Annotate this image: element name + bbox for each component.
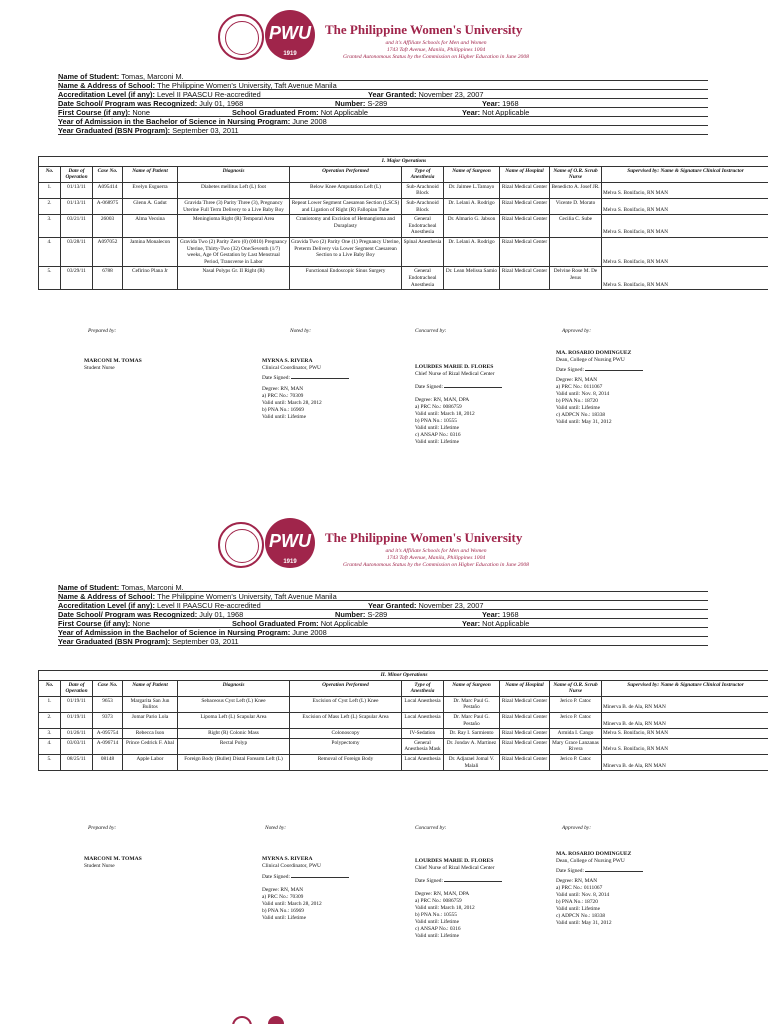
table-cell: Melva S. Bonifacio, RN MAN xyxy=(602,198,768,214)
table-cell: Melva S. Bonifacio, RN MAN xyxy=(602,182,768,198)
table-row xyxy=(39,754,768,770)
university-header xyxy=(0,508,768,578)
admission-row: Year of Admission in the Bachelor of Science in Nursing Program: June 2008 xyxy=(58,628,327,637)
table-cell: Excision of Mass Left (L) Scapular Area xyxy=(290,712,402,728)
section-title: I. Major Operations xyxy=(39,157,768,167)
table-cell: Rizal Medical Center xyxy=(500,696,550,712)
table-cell: Sebaceous Cyst Left (L) Knee xyxy=(178,696,290,712)
major-operations-table xyxy=(38,156,768,290)
column-header: Case No. xyxy=(93,166,123,182)
table-cell: 9653 xyxy=(93,696,123,712)
concurred-by-label: Concurred by: xyxy=(415,825,447,831)
university-tagline: and it's Affiliate Schools for Men and Women xyxy=(385,548,487,554)
table-cell: Melva S. Bonifacio, RN MAN xyxy=(602,237,768,266)
table-cell: Apple Labor xyxy=(123,754,178,770)
table-cell: Dr. Lean Melissa Samio xyxy=(444,267,500,290)
table-cell: Mary Grace Lanzanas Rivera xyxy=(550,738,602,754)
column-header: Name of Surgeon xyxy=(444,166,500,182)
column-header: Name of Patient xyxy=(123,680,178,696)
noted-signature: MYRNA S. RIVERA Clinical Coordinator, PWU Date Signed: Degree: RN, MAN a) PRC No.: 70309 Valid until: March 28, 2012 b) PNA No.: 16969 Valid until: Lifetime xyxy=(262,856,349,922)
table-cell: Melva S. Bonifacio, RN MAN xyxy=(602,215,768,238)
table-cell: Minerva B. de Ala, RN MAN xyxy=(602,754,768,770)
table-cell: Dr. Marc Paul G. Pestaño xyxy=(444,696,500,712)
approved-by-label: Approved by: xyxy=(562,825,591,831)
table-cell: Local Anesthesia xyxy=(402,696,444,712)
year-granted-row: Year Granted: November 23, 2007 xyxy=(368,90,484,99)
table-cell: Rizal Medical Center xyxy=(500,182,550,198)
table-cell: Functional Endoscopic Sinus Surgery xyxy=(290,267,402,290)
section-title: II. Minor Operations xyxy=(39,671,768,681)
column-header: Name of Hospital xyxy=(500,680,550,696)
table-cell: Minerva B. de Ala, RN MAN xyxy=(602,712,768,728)
column-header: Diagnosis xyxy=(178,680,290,696)
table-cell: Dr. Lelani A. Rodrigo xyxy=(444,237,500,266)
table-cell: Rizal Medical Center xyxy=(500,215,550,238)
column-header: Case No. xyxy=(93,680,123,696)
approved-by-label: Approved by: xyxy=(562,328,591,334)
table-cell: Alma Vecsina xyxy=(123,215,178,238)
table-cell: Diabetes mellitus Left (L) foot xyxy=(178,182,290,198)
prepared-signature: MARCONI M. TOMAS Student Nurse xyxy=(84,856,142,869)
table-cell: 03/28/11 xyxy=(61,237,93,266)
graduated-row: Year Graduated (BSN Program): September 03, 2011 xyxy=(58,637,239,646)
table-cell: Dr. Ray I. Sarmiento xyxy=(444,729,500,739)
table-cell: 08148 xyxy=(93,754,123,770)
university-seal-icon xyxy=(218,522,264,568)
next-page-logo-icon xyxy=(232,1016,302,1024)
prepared-by-label: Prepared by: xyxy=(88,825,117,831)
table-cell: General Anesthesia Mask xyxy=(402,738,444,754)
approved-signature: MA. ROSARIO DOMINGUEZ Dean, College of Nursing PWU Date Signed: Degree: RN, MAN a) PRC No.: 0111067 Valid until: Nov. 8, 2014 b) PNA No.: 18720 Valid until: Lifetime c) ADPCN No.: 18338 Valid until: May 31, 2012 xyxy=(556,851,643,927)
table-cell: Excision of Cyst Left (L) Knee xyxy=(290,696,402,712)
table-cell: Dr. Almario G. Jabson xyxy=(444,215,500,238)
table-cell: A-068975 xyxy=(93,198,123,214)
school-graduated-row: School Graduated From: Not Applicable xyxy=(232,108,368,117)
university-status: Granted Autonomous Status by the Commission on Higher Education in June 2008 xyxy=(343,562,529,568)
table-cell: Dr. Marc Paul G. Pestaño xyxy=(444,712,500,728)
table-cell: 6788 xyxy=(93,267,123,290)
number-row: Number: S-289 xyxy=(335,99,388,108)
table-cell: IV-Sedation xyxy=(402,729,444,739)
table-cell: Cecilia C. Sube xyxy=(550,215,602,238)
table-cell: 1. xyxy=(39,696,61,712)
student-name-row: Name of Student: Tomas, Marconi M. xyxy=(58,583,184,592)
column-header: No. xyxy=(39,680,61,696)
table-cell: 4. xyxy=(39,738,61,754)
table-cell: Jamina Monalecon xyxy=(123,237,178,266)
column-header: Supervised by: Name & Signature Clinical Instructor xyxy=(602,680,768,696)
table-cell xyxy=(550,237,602,266)
table-cell: Jerico P. Catoc xyxy=(550,754,602,770)
table-cell: Rizal Medical Center xyxy=(500,754,550,770)
table-cell: Repeat Lower Segment Caesarean Section (LSCS) and Ligation of Right (R) Fallopian Tube xyxy=(290,198,402,214)
table-cell: 03/21/11 xyxy=(61,215,93,238)
table-cell: Gravida Two (2) Parity Zero (0) (0010) Pregnancy Uterine, Thirty-Two (32) One/Seventh (1/7) weeks, Age Of Gestation by Last Menstrual Period, Transverse in Labor xyxy=(178,237,290,266)
table-cell: Benedicto A. Josef JR. xyxy=(550,182,602,198)
university-header xyxy=(0,0,768,70)
form-page-minor xyxy=(0,508,768,1008)
table-cell: Evelyn Esguerra xyxy=(123,182,178,198)
table-cell: Dr. Adjarael Jomal V. Malali xyxy=(444,754,500,770)
table-cell: Armida I. Cango xyxy=(550,729,602,739)
table-cell: 08/25/11 xyxy=(61,754,93,770)
table-cell: Sub-Arachnoid Block xyxy=(402,182,444,198)
table-cell: Lipoma Left (L) Scapular Area xyxy=(178,712,290,728)
table-cell: 3. xyxy=(39,215,61,238)
table-cell: Rizal Medical Center xyxy=(500,237,550,266)
accreditation-row: Accreditation Level (if any): Level II PAASCU Re-accredited xyxy=(58,90,261,99)
table-cell: Below Knee Amputation Left (L) xyxy=(290,182,402,198)
year-row: Year: 1968 xyxy=(482,99,519,108)
table-cell: Prince Cedrick F. Abal xyxy=(123,738,178,754)
column-header: Name of Hospital xyxy=(500,166,550,182)
number-row: Number: S-289 xyxy=(335,610,388,619)
concurred-signature: LOURDES MARIE D. FLORES Chief Nurse of Rizal Medical Center Date Signed: Degree: RN, MAN, DPA a) PRC No.: 0086759 Valid until: March 18, 2012 b) PNA No.: 10555 Valid until: Lifetime c) ANSAP No.: 0316 Valid until: Lifetime xyxy=(415,364,502,446)
table-cell: 01/13/11 xyxy=(61,198,93,214)
year2-row: Year: Not Applicable xyxy=(462,108,530,117)
form-page-major xyxy=(0,0,768,500)
column-header: Supervised by: Name & Signature Clinical Instructor xyxy=(602,166,768,182)
table-cell: Jomar Pario Lola xyxy=(123,712,178,728)
table-cell: A095414 xyxy=(93,182,123,198)
table-cell: Local Anesthesia xyxy=(402,754,444,770)
table-cell: Spinal Anesthesia xyxy=(402,237,444,266)
table-cell: Polypectomy xyxy=(290,738,402,754)
approved-signature: MA. ROSARIO DOMINGUEZ Dean, College of Nursing PWU Date Signed: Degree: RN, MAN a) PRC No.: 0111067 Valid until: Nov. 8, 2014 b) PNA No.: 18720 Valid until: Lifetime c) ADPCN No.: 18338 Valid until: May 31, 2012 xyxy=(556,350,643,426)
university-tagline: and it's Affiliate Schools for Men and Women xyxy=(385,40,487,46)
table-cell: Gravida Two (2) Parity One (1) Pregnancy Uterine, Preterm Delivery via Lower Segment Caesarean Section to a Live Baby Boy xyxy=(290,237,402,266)
table-cell: Cefirino Plana Jr xyxy=(123,267,178,290)
school-row: Name & Address of School: The Philippine Women's University, Taft Avenue Manila xyxy=(58,81,337,90)
table-cell: Rizal Medical Center xyxy=(500,738,550,754)
year-granted-row: Year Granted: November 23, 2007 xyxy=(368,601,484,610)
table-cell: Removal of Foreign Body xyxy=(290,754,402,770)
table-cell: 01/26/11 xyxy=(61,729,93,739)
table-cell: Vicente D. Morato xyxy=(550,198,602,214)
table-cell: Dr. Jondav A. Martinez xyxy=(444,738,500,754)
table-cell: Dr. Jaimee L.Tamayo xyxy=(444,182,500,198)
university-name: The Philippine Women's University xyxy=(325,530,523,545)
university-name: The Philippine Women's University xyxy=(325,22,523,37)
year2-row: Year: Not Applicable xyxy=(462,619,530,628)
table-row xyxy=(39,237,768,266)
school-row: Name & Address of School: The Philippine Women's University, Taft Avenue Manila xyxy=(58,592,337,601)
noted-signature: MYRNA S. RIVERA Clinical Coordinator, PWU Date Signed: Degree: RN, MAN a) PRC No.: 70309 Valid until: March 28, 2012 b) PNA No.: 16969 Valid until: Lifetime xyxy=(262,358,349,421)
column-header: Date of Operation xyxy=(61,680,93,696)
table-cell: Rebecca Ison xyxy=(123,729,178,739)
student-name-row: Name of Student: Tomas, Marconi M. xyxy=(58,72,184,81)
table-cell: Rectal Polyp xyxy=(178,738,290,754)
column-header: Operation Performed xyxy=(290,680,402,696)
table-cell: Jerico P. Catoc xyxy=(550,712,602,728)
accreditation-row: Accreditation Level (if any): Level II PAASCU Re-accredited xyxy=(58,601,261,610)
table-cell: Margarita San Jun Bulitos xyxy=(123,696,178,712)
university-address: 1743 Taft Avenue, Manila, Philippines 1004 xyxy=(386,47,486,53)
table-cell: General Endotracheal Anesthesia xyxy=(402,267,444,290)
table-cell: 01/19/11 xyxy=(61,712,93,728)
table-cell: Foreign Body (Bullet) Distal Forearm Left (L) xyxy=(178,754,290,770)
table-cell: 03/29/11 xyxy=(61,267,93,290)
column-header: Name of O.R. Scrub Nurse xyxy=(550,680,602,696)
table-cell: A-095754 xyxy=(93,729,123,739)
concurred-by-label: Concurred by: xyxy=(415,328,447,334)
table-cell: 5. xyxy=(39,754,61,770)
table-cell: Melva S. Bonifacio, RN MAN xyxy=(602,267,768,290)
table-cell: Nasal Polyps Gr. II Right (R) xyxy=(178,267,290,290)
year-row: Year: 1968 xyxy=(482,610,519,619)
prepared-signature: MARCONI M. TOMAS Student Nurse xyxy=(84,358,142,371)
table-cell: Sub-Arachnoid Block xyxy=(402,198,444,214)
concurred-signature: LOURDES MARIE D. FLORES Chief Nurse of Rizal Medical Center Date Signed: Degree: RN, MAN, DPA a) PRC No.: 0086759 Valid until: March 18, 2012 b) PNA No.: 10555 Valid until: Lifetime c) ANSAP No.: 0316 Valid until: Lifetime xyxy=(415,858,502,940)
table-cell: A-096714 xyxy=(93,738,123,754)
pwu-logo: PWU 1919 xyxy=(265,518,315,568)
prepared-by-label: Prepared by: xyxy=(88,328,117,334)
admission-row: Year of Admission in the Bachelor of Science in Nursing Program: June 2008 xyxy=(58,117,327,126)
column-header: Type of Anesthesia xyxy=(402,680,444,696)
school-graduated-row: School Graduated From: Not Applicable xyxy=(232,619,368,628)
table-cell: Craniotomy and Excision of Hemangioma and Duraplasty xyxy=(290,215,402,238)
recognized-row: Date School/ Program was Recognized: July 01, 1968 xyxy=(58,99,244,108)
table-cell: Right (R) Colonic Mass xyxy=(178,729,290,739)
table-cell: 3. xyxy=(39,729,61,739)
table-cell: A097052 xyxy=(93,237,123,266)
column-header: Name of Surgeon xyxy=(444,680,500,696)
table-cell: 2. xyxy=(39,198,61,214)
table-cell: Gravida Three (3) Parity Three (3), Pregnancy Uterine Full Term Delivery to a Live Baby Boy xyxy=(178,198,290,214)
table-cell: Dr. Lelani A. Rodrigo xyxy=(444,198,500,214)
noted-by-label: Noted by: xyxy=(265,825,287,831)
table-cell: Local Anesthesia xyxy=(402,712,444,728)
table-row xyxy=(39,738,768,754)
university-address: 1743 Taft Avenue, Manila, Philippines 1004 xyxy=(386,555,486,561)
table-cell: 9373 xyxy=(93,712,123,728)
column-header: Operation Performed xyxy=(290,166,402,182)
table-row xyxy=(39,696,768,712)
table-cell: Meningioma Right (R) Temporal Area xyxy=(178,215,290,238)
first-course-row: First Course (if any): None xyxy=(58,108,151,117)
university-status: Granted Autonomous Status by the Commission on Higher Education in June 2008 xyxy=(343,54,529,60)
table-row xyxy=(39,267,768,290)
table-cell: 5. xyxy=(39,267,61,290)
table-cell: 03/03/11 xyxy=(61,738,93,754)
column-header: Date of Operation xyxy=(61,166,93,182)
table-cell: General Endotracheal Anesthesia xyxy=(402,215,444,238)
table-cell: Colonoscopy xyxy=(290,729,402,739)
university-seal-icon xyxy=(218,14,264,60)
table-row xyxy=(39,198,768,214)
column-header: Name of Patient xyxy=(123,166,178,182)
column-header: Name of O.R. Scrub Nurse xyxy=(550,166,602,182)
minor-operations-table xyxy=(38,670,768,771)
table-row xyxy=(39,215,768,238)
recognized-row: Date School/ Program was Recognized: July 01, 1968 xyxy=(58,610,244,619)
column-header: No. xyxy=(39,166,61,182)
table-cell: Melva S. Bonifacio, RN MAN xyxy=(602,729,768,739)
table-cell: 01/13/11 xyxy=(61,182,93,198)
table-cell: Glenn A. Gadut xyxy=(123,198,178,214)
table-cell: 4. xyxy=(39,237,61,266)
table-cell: Delvine Rose M. De Jesus xyxy=(550,267,602,290)
noted-by-label: Noted by: xyxy=(290,328,312,334)
graduated-row: Year Graduated (BSN Program): September 03, 2011 xyxy=(58,126,239,135)
table-cell: Jerico P. Catoc xyxy=(550,696,602,712)
table-cell: Rizal Medical Center xyxy=(500,712,550,728)
table-row xyxy=(39,182,768,198)
table-row xyxy=(39,729,768,739)
column-header: Type of Anesthesia xyxy=(402,166,444,182)
table-cell: 1. xyxy=(39,182,61,198)
table-cell: Rizal Medical Center xyxy=(500,729,550,739)
pwu-logo: PWU 1919 xyxy=(265,10,315,60)
column-header: Diagnosis xyxy=(178,166,290,182)
table-cell: 26003 xyxy=(93,215,123,238)
table-cell: 01/19/11 xyxy=(61,696,93,712)
table-row xyxy=(39,712,768,728)
table-cell: 2. xyxy=(39,712,61,728)
first-course-row: First Course (if any): None xyxy=(58,619,151,628)
table-cell: Rizal Medical Center xyxy=(500,267,550,290)
table-cell: Melva S. Bonifacio, RN MAN xyxy=(602,738,768,754)
table-cell: Minerva B. de Ala, RN MAN xyxy=(602,696,768,712)
table-cell: Rizal Medical Center xyxy=(500,198,550,214)
